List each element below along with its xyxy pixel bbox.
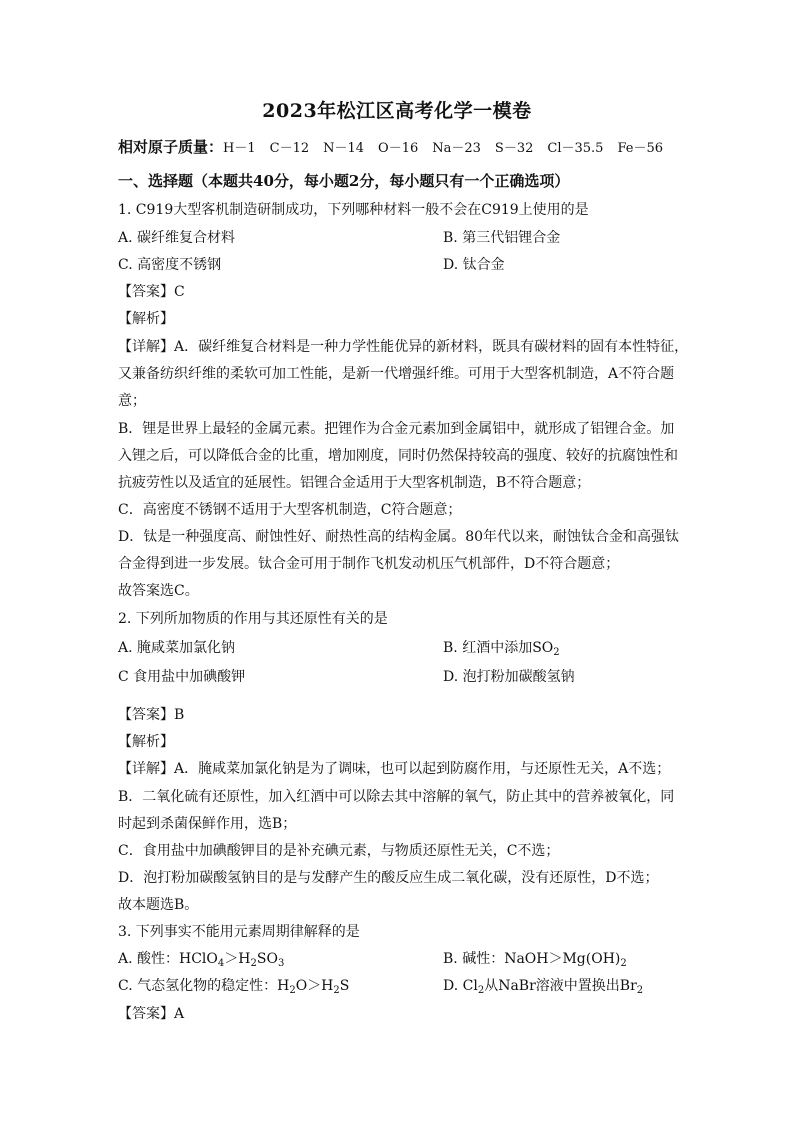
page-title: 2023年松江区高考化学一模卷: [262, 100, 532, 122]
q1-option-b: B. 第三代铝锂合金: [443, 230, 561, 246]
mass-o: O－16: [378, 141, 419, 156]
q2-detail-line: 故本题选B。: [118, 897, 199, 913]
mass-cl: Cl－35.5: [547, 141, 604, 156]
q2-option-b: B. 红酒中添加$SO_2$: [443, 640, 560, 658]
q1-option-c: C. 高密度不锈钢: [118, 257, 222, 273]
section-heading: 一、选择题（本题共40分，每小题2分，每小题只有一个正确选项）: [118, 172, 570, 190]
q3-option-b: B. 碱性：$NaOH>Mg(OH)_2$: [443, 951, 627, 969]
q2-option-d: D. 泡打粉加碳酸氢钠: [443, 669, 575, 685]
mass-h: H－1: [223, 141, 256, 156]
q2-detail-line: B．二氧化硫有还原性，加入红酒中可以除去其中溶解的氧气，防止其中的营养被氧化，同: [118, 789, 675, 805]
q1-detail-line: 【详解】A．碳纤维复合材料是一种力学性能优异的新材料，既具有碳材料的固有本性特征，: [118, 339, 689, 355]
mass-c: C－12: [269, 141, 310, 156]
q1-detail-line: 合金得到进一步发展。钛合金可用于制作飞机发动机压气机部件，D不符合题意；: [118, 556, 620, 572]
atomic-masses: [118, 137, 678, 159]
q1-detail-line: 又兼备纺织纤维的柔软可加工性能，是新一代增强纤维。可用于大型客机制造，A不符合题: [118, 366, 675, 382]
q1-answer: 【答案】C: [118, 284, 185, 300]
q3-option-c: C. 气态氢化物的稳定性：$H_2O>H_2S$: [118, 978, 350, 996]
q2-stem: 2. 下列所加物质的作用与其还原性有关的是: [118, 611, 388, 627]
q2-detail-line: 时起到杀菌保鲜作用，选B；: [118, 816, 297, 832]
q3-stem: 3. 下列事实不能用元素周期律解释的是: [118, 924, 360, 940]
mass-fe: Fe－56: [617, 141, 663, 156]
mass-s: S－32: [494, 141, 534, 156]
q1-stem: 1. C919大型客机制造研制成功，下列哪种材料一般不会在C919上使用的是: [118, 202, 589, 218]
q2-option-a: A. 腌咸菜加氯化钠: [118, 640, 236, 656]
q2-answer: 【答案】B: [118, 707, 185, 723]
q2-detail-line: D．泡打粉加碳酸氢钠目的是与发酵产生的酸反应生成二氧化碳，没有还原性，D不选；: [118, 870, 659, 886]
q1-detail-line: 故答案选C。: [118, 583, 199, 599]
q1-option-a: A. 碳纤维复合材料: [118, 230, 236, 246]
q2-detail-line: 【详解】A．腌咸菜加氯化钠是为了调味，也可以起到防腐作用，与还原性无关，A不选；: [118, 761, 671, 777]
mass-na: Na－23: [432, 141, 481, 156]
q3-option-d: D. $Cl_2$从NaBr溶液中置换出$Br_2$: [443, 978, 644, 996]
q1-detail-line: 入锂之后，可以降低合金的比重，增加刚度，同时仍然保持较高的强度、较好的抗腐蚀性和: [118, 448, 678, 464]
q2-analysis: 【解析】: [118, 734, 174, 750]
q1-detail-line: D．钛是一种强度高、耐蚀性好、耐热性高的结构金属。80年代以来，耐蚀钛合金和高强钛: [118, 529, 680, 545]
q3-option-a: A. 酸性：$HClO_4>H_2SO_3$: [118, 951, 285, 969]
q1-option-d: D. 钛合金: [443, 257, 505, 273]
q2-detail-line: C．食用盐中加碘酸钾目的是补充碘元素，与物质还原性无关，C不选；: [118, 843, 560, 859]
q1-detail-line: 意；: [118, 393, 146, 409]
q2-option-c: C 食用盐中加碘酸钾: [118, 669, 246, 685]
q1-analysis: 【解析】: [118, 311, 174, 327]
q1-detail-line: C．高密度不锈钢不适用于大型客机制造，C符合题意；: [118, 502, 462, 518]
q1-detail-line: 抗疲劳性以及适宜的延展性。铝锂合金适用于大型客机制造，B不符合题意；: [118, 475, 591, 491]
atomic-masses-label: 相对原子质量：: [118, 138, 224, 156]
q3-answer: 【答案】A: [118, 1006, 185, 1022]
q1-detail-line: B．锂是世界上最轻的金属元素。把锂作为合金元素加到金属铝中，就形成了铝锂合金。加: [118, 421, 675, 437]
mass-n: N－14: [323, 141, 365, 156]
